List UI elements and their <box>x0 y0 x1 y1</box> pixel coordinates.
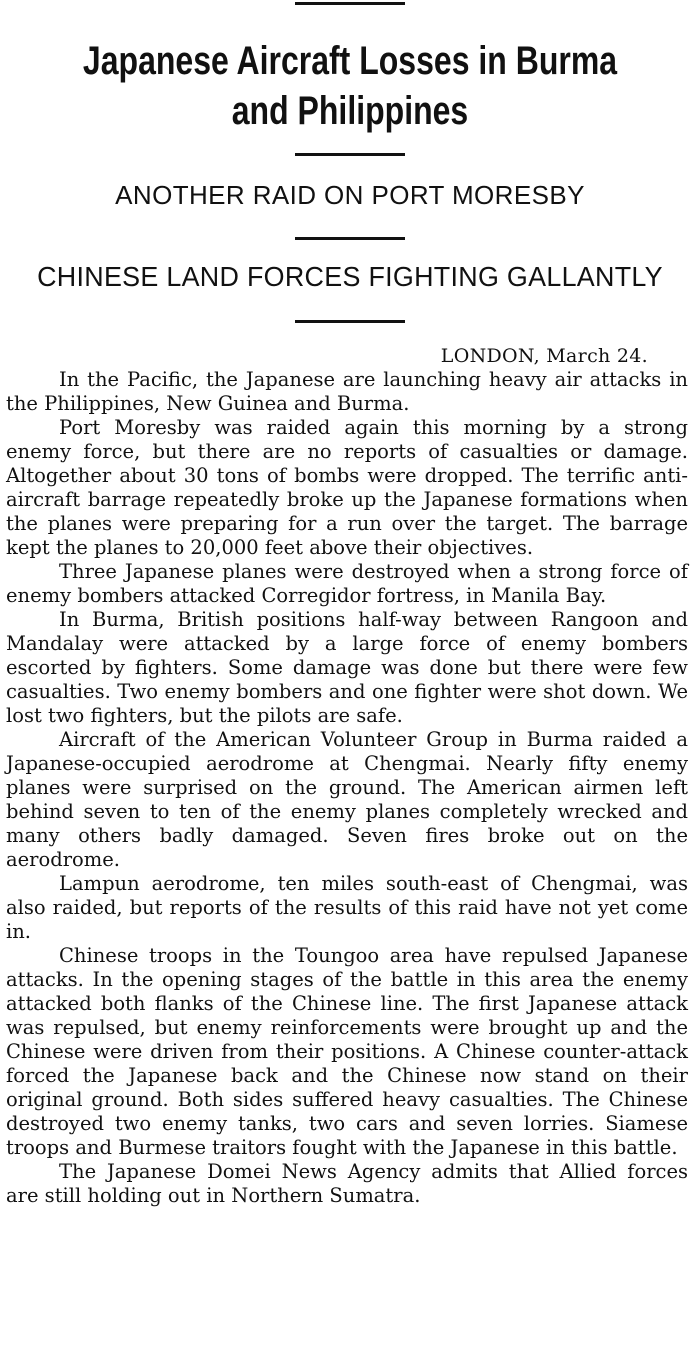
article-paragraph: The Japanese Domei News Agency admits that Allied forces are still holding out in Northern Sumatra. <box>6 1160 688 1207</box>
article-paragraph: Aircraft of the American Volunteer Group in Burma raided a Japanese-occupied aerodrome at Chengmai. Nearly fifty enemy planes were surprised on the ground. The American airmen left behind seven to ten of the enemy planes completely wrecked and many others badly damaged. Seven fires broke out on the aerodrome. <box>6 728 688 871</box>
divider-rule-1 <box>295 153 405 156</box>
article-paragraph: Lampun aerodrome, ten miles south-east of Chengmai, was also raided, but reports of the results of this raid have not yet come in. <box>6 872 688 943</box>
subheadline-raid: ANOTHER RAID ON PORT MORESBY <box>115 180 585 210</box>
article-paragraph: Three Japanese planes were destroyed when a strong force of enemy bombers attacked Corregidor fortress, in Manila Bay. <box>6 560 688 607</box>
divider-rule-2 <box>295 237 405 240</box>
headline <box>70 36 630 136</box>
subheadline-chinese-forces: CHINESE LAND FORCES FIGHTING GALLANTLY <box>37 261 663 292</box>
divider-rule-3 <box>295 320 405 323</box>
article-paragraph: In the Pacific, the Japanese are launching heavy air attacks in the Philippines, New Guinea and Burma. <box>6 368 688 415</box>
article-body <box>6 368 688 1208</box>
headline-line-2: and Philippines <box>231 89 469 133</box>
article-paragraph: In Burma, British positions half-way between Rangoon and Mandalay were attacked by a large force of enemy bombers escorted by fighters. Some damage was done but there were few casualties. Two enemy bombers and one fighter were shot down. We lost two fighters, but the pilots are safe. <box>6 608 688 727</box>
dateline: LONDON, March 24. <box>440 345 648 367</box>
headline-line-1: Japanese Aircraft Losses in Burma <box>82 39 618 83</box>
article-paragraph: Port Moresby was raided again this morning by a strong enemy force, but there are no reports of casualties or damage. Altogether about 30 tons of bombs were dropped. The terrific anti-aircraft barrage repeatedly broke up the Japanese formations when the planes were preparing for a run over the target. The barrage kept the planes to 20,000 feet above their objectives. <box>6 416 688 559</box>
article-paragraph: Chinese troops in the Toungoo area have repulsed Japanese attacks. In the opening stages of the battle in this area the enemy attacked both flanks of the Chinese line. The first Japanese attack was repulsed, but enemy reinforcements were brought up and the Chinese were driven from their positions. A Chinese counter-attack forced the Japanese back and the Chinese now stand on their original ground. Both sides suffered heavy casualties. The Chinese destroyed two enemy tanks, two cars and seven lorries. Siamese troops and Burmese traitors fought with the Japanese in this battle. <box>6 944 688 1159</box>
top-rule <box>295 2 405 5</box>
